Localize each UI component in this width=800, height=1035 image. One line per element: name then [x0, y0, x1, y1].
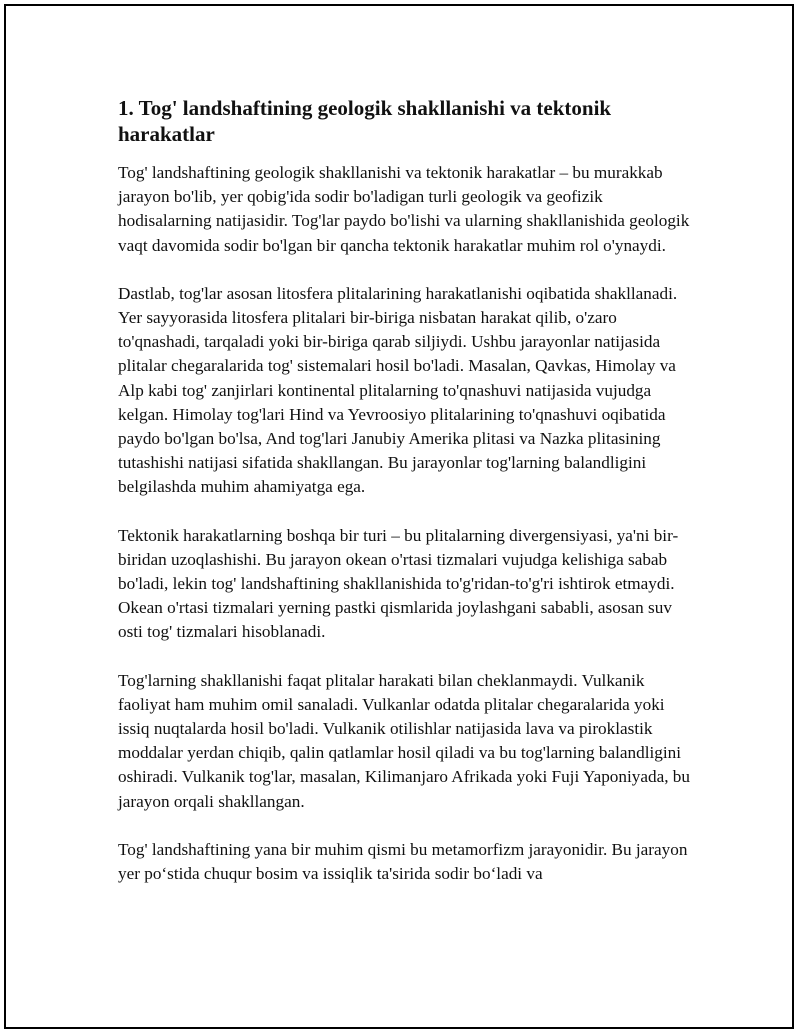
paragraph-5: Tog' landshaftining yana bir muhim qismi bu metamorfizm jarayonidir. Bu jarayon yer po‘stida chuqur bosim va issiqlik ta'sirida sodir bo‘ladi va	[118, 839, 688, 884]
paragraph-2: Dastlab, tog'lar asosan litosfera plitalarining harakatlanishi oqibatida shakllanadi. Yer sayyorasida litosfera plitalari bir-biriga nisbatan harakat qilib, o'zaro to'qnashadi, tarqaladi yoki bir-biriga qarab siljiydi. Ushbu jarayonlar natijasida plitalar chegaralarida tog' sistemalari hosil bo'ladi. Masalan, Qavkas, Himolay va Alp kabi tog' zanjirlari kontinental plitalarning to'qnashuvi natijasida vujudga kelgan. Himolay tog'lari Hind va Yevroosiyo plitalarining to'qnashuvi oqibatida paydo bo'lgan bo'lsa, And tog'lari Janubiy Amerika plitasi va Nazka plitasining tutashishi natijasi sifatida shakllangan. Bu jarayonlar tog'larning balandligini belgilashda muhim ahamiyatga ega.	[118, 283, 678, 497]
paragraph-1: Tog' landshaftining geologik shakllanishi va tektonik harakatlar – bu murakkab jarayon bo'lib, yer qobig'ida sodir bo'ladigan turli geologik va geofizik hodisalarning natijasidir. Tog'lar paydo bo'lishi va ularning shakllanishida geologik vaqt davomida sodir bo'lgan bir qancha tektonik harakatlar muhim rol o'ynaydi.	[118, 163, 690, 255]
paragraph-3: Tektonik harakatlarning boshqa bir turi – bu plitalarning divergensiyasi, ya'ni bir-biridan uzoqlashishi. Bu jarayon okean o'rtasi tizmalari vujudga kelishiga sabab bo'ladi, lekin tog' landshaftining shakllanishida to'g'ridan-to'g'ri ishtirok etmaydi. Okean o'rtasi tizmalari yerning pastki qismlarida joylashgani sababli, asosan suv osti tog' tizmalari hisoblanadi.	[118, 525, 679, 642]
paragraph-4: Tog'larning shakllanishi faqat plitalar harakati bilan cheklanmaydi. Vulkanik faoliyat ham muhim omil sanaladi. Vulkanlar odatda plitalar chegaralarida yoki issiq nuqtalarda hosil bo'ladi. Vulkanik otilishlar natijasida lava va piroklastik moddalar yerdan chiqib, qalin qatlamlar hosil qiladi va bu tog'larning balandligini oshiradi. Vulkanik tog'lar, masalan, Kilimanjaro Afrikada yoki Fuji Yaponiyada, bu jarayon orqali shakllangan.	[118, 670, 690, 811]
document-body	[118, 95, 694, 910]
section-heading: 1. Tog' landshaftining geologik shakllanishi va tektonik harakatlar	[118, 96, 612, 146]
